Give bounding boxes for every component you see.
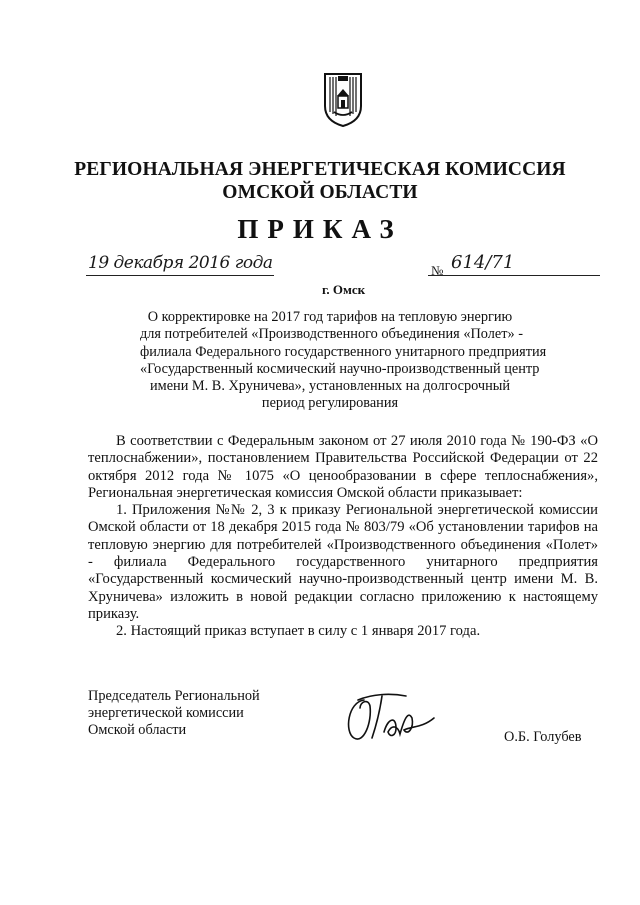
organization-name-line1: РЕГИОНАЛЬНАЯ ЭНЕРГЕТИЧЕСКАЯ КОМИССИЯ <box>74 159 566 180</box>
document-date-handwritten: 19 декабря 2016 года <box>88 253 273 273</box>
document-type-title: ПРИКАЗ <box>237 214 403 244</box>
signatory-position-line: Омской области <box>88 722 187 739</box>
subject-line: «Государственный космический научно-производственный центр <box>140 360 540 377</box>
order-item-2: 2. Настоящий приказ вступает в силу с 1 января 2017 года. <box>116 623 481 640</box>
organization-name-line2: ОМСКОЙ ОБЛАСТИ <box>222 182 418 203</box>
subject-line: филиала Федерального государственного унитарного предприятия <box>140 343 547 360</box>
signatory-position <box>88 688 260 740</box>
handwritten-signature <box>342 688 440 748</box>
date-underline <box>86 275 274 276</box>
document-number-handwritten: 614/71 <box>451 252 515 273</box>
document-body <box>88 433 598 641</box>
document-city: г. Омск <box>322 282 366 297</box>
preamble-paragraph: В соответствии с Федеральным законом от 27 июля 2010 года № 190-ФЗ «О теплоснабжении», постановлением Правительства Российской Федерации от 22 октября 2012 года № 1075 «О ценообразовании в сфере теплоснабжения», Региональная энергетическая комиссия Омской области приказывает: <box>88 433 598 501</box>
subject-line: имени М. В. Хруничева», установленных на долгосрочный <box>150 378 510 395</box>
signatory-position-line: энергетической комиссии <box>88 705 244 722</box>
signatory-position-line: Председатель Региональной <box>88 688 260 704</box>
subject-line: для потребителей «Производственного объединения «Полет» - <box>140 326 523 343</box>
signatory-name: О.Б. Голубев <box>504 729 582 745</box>
subject-line: О корректировке на 2017 год тарифов на тепловую энергию <box>147 309 513 325</box>
coat-of-arms-emblem <box>322 72 364 128</box>
number-sign: № <box>431 263 444 278</box>
subject-line: период регулирования <box>261 395 399 412</box>
order-item-1: 1. Приложения №№ 2, 3 к приказу Региональной энергетической комиссии Омской области от 18 декабря 2015 года № 803/79 «Об установлении тарифов на тепловую энергию для потребителей «Производственного объединения «Полет» - филиала Федерального государственного унитарного предприятия «Государственный космический научно-производственный центр имени М. В. Хруничева» изложить в новой редакции согласно приложению к настоящему приказу. <box>88 502 598 622</box>
number-underline <box>428 275 600 276</box>
document-subject <box>140 309 547 413</box>
